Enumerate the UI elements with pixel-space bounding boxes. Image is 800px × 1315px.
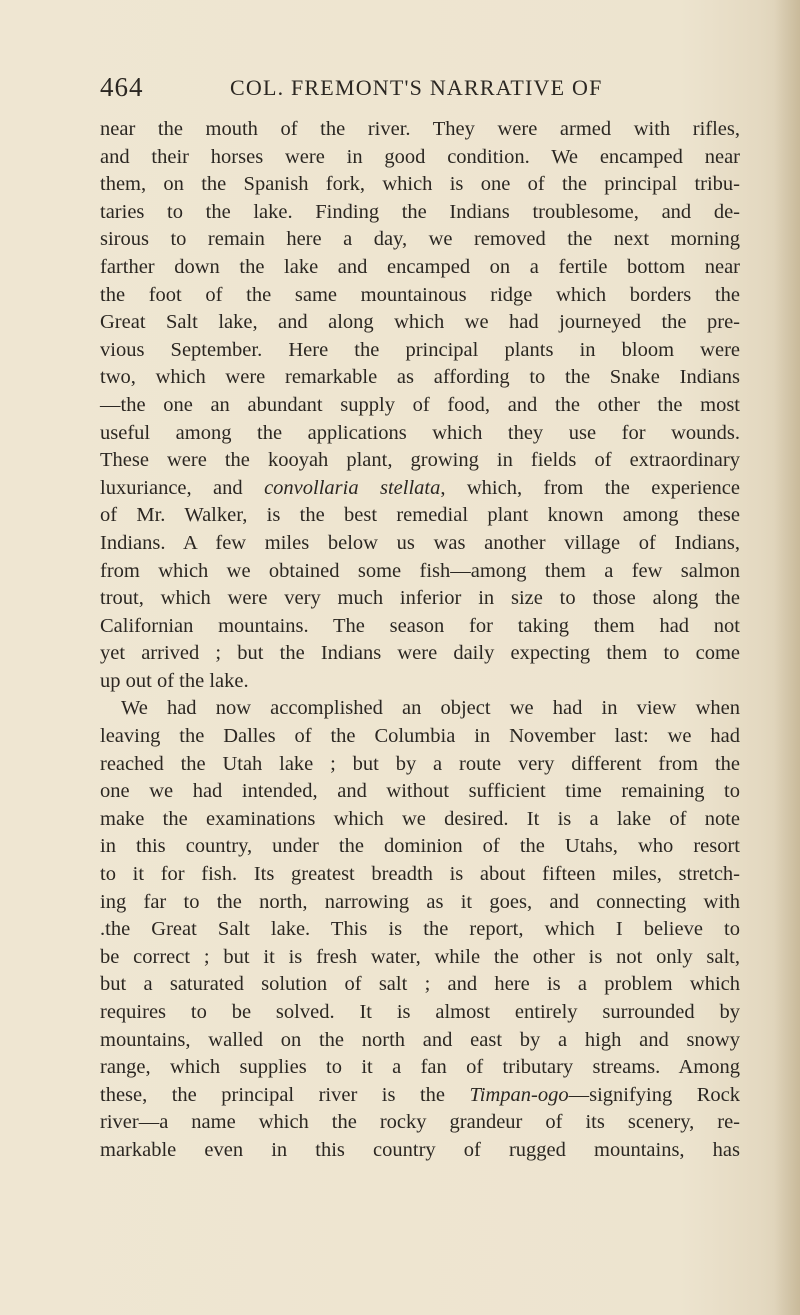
text-line: Indians. A few miles below us was another village of Indians, xyxy=(100,531,740,554)
italic-term: Timpan-ogo xyxy=(469,1083,569,1106)
page-number: 464 xyxy=(100,72,144,102)
text-line: up out of the lake. xyxy=(100,669,249,692)
italic-term: convollaria stellata xyxy=(264,476,441,499)
text-line: the foot of the same mountainous ridge which borders the xyxy=(100,283,740,306)
text-line: make the examinations which we desired. It is a lake of note xyxy=(100,807,740,830)
text-line: two, which were remarkable as affording to the Snake Indians xyxy=(100,366,740,389)
text-line: leaving the Dalles of the Columbia in November last: we had xyxy=(100,725,740,748)
text-line: requires to be solved. It is almost entirely surrounded by xyxy=(100,1001,740,1023)
text-segment: —signifying Rock xyxy=(568,1083,740,1106)
text-segment: , which, from the experience xyxy=(440,476,740,499)
text-line: be correct ; but it is fresh water, while the other is not only salt, xyxy=(100,945,740,968)
text-segment: luxuriance, and xyxy=(100,476,265,499)
text-line: mountains, walled on the north and east by a high and snowy xyxy=(100,1028,740,1051)
text-line: —the one an abundant supply of food, and the other the most xyxy=(100,393,740,416)
text-line: sirous to remain here a day, we removed the next morning xyxy=(100,228,740,251)
text-line: We had now accomplished an object we had in view when xyxy=(121,697,740,720)
body-text xyxy=(100,116,740,1165)
text-line: reached the Utah lake ; but by a route very different from the xyxy=(100,752,740,775)
text-line: ing far to the north, narrowing as it goes, and connecting with xyxy=(100,890,740,913)
text-line: one we had intended, and without sufficient time remaining to xyxy=(100,780,740,803)
text-line xyxy=(100,475,740,503)
text-line: markable even in this country of rugged mountains, has xyxy=(100,1138,740,1161)
text-line: farther down the lake and encamped on a fertile bottom near xyxy=(100,255,740,278)
text-line: of Mr. Walker, is the best remedial plant known among these xyxy=(100,504,740,527)
text-line: vious September. Here the principal plants in bloom were xyxy=(100,338,740,361)
text-line: and their horses were in good condition. We encamped near xyxy=(100,145,740,168)
text-line: in this country, under the dominion of the Utahs, who resort xyxy=(100,835,740,858)
text-line: Californian mountains. The season for taking them had not xyxy=(100,614,740,637)
text-line: yet arrived ; but the Indians were daily expecting them to come xyxy=(100,642,740,665)
text-line: These were the kooyah plant, growing in fields of extraordinary xyxy=(100,449,740,472)
text-segment: these, the principal river is the xyxy=(100,1083,470,1106)
text-line: taries to the lake. Finding the Indians troublesome, and de- xyxy=(100,200,740,223)
text-line: useful among the applications which they use for wounds. xyxy=(100,421,740,444)
text-line: trout, which were very much inferior in size to those along the xyxy=(100,587,740,610)
page-edge-shadow xyxy=(774,0,800,1315)
page-header xyxy=(100,72,740,106)
text-line: range, which supplies to it a fan of tributary streams. Among xyxy=(100,1056,740,1079)
text-line: Great Salt lake, and along which we had journeyed the pre- xyxy=(100,311,740,334)
text-line: but a saturated solution of salt ; and here is a problem which xyxy=(100,973,740,996)
text-line: from which we obtained some fish—among them a few salmon xyxy=(100,559,740,582)
text-line: to it for fish. Its greatest breadth is about fifteen miles, stretch- xyxy=(100,863,740,886)
text-line: river—a name which the rocky grandeur of its scenery, re- xyxy=(100,1111,740,1134)
text-line: near the mouth of the river. They were armed with rifles, xyxy=(100,118,740,140)
running-head: COL. FREMONT'S NARRATIVE OF xyxy=(230,75,603,100)
text-line xyxy=(100,1082,740,1110)
text-line: them, on the Spanish fork, which is one of the principal tribu- xyxy=(100,173,740,196)
text-line: .the Great Salt lake. This is the report, which I believe to xyxy=(100,918,740,941)
